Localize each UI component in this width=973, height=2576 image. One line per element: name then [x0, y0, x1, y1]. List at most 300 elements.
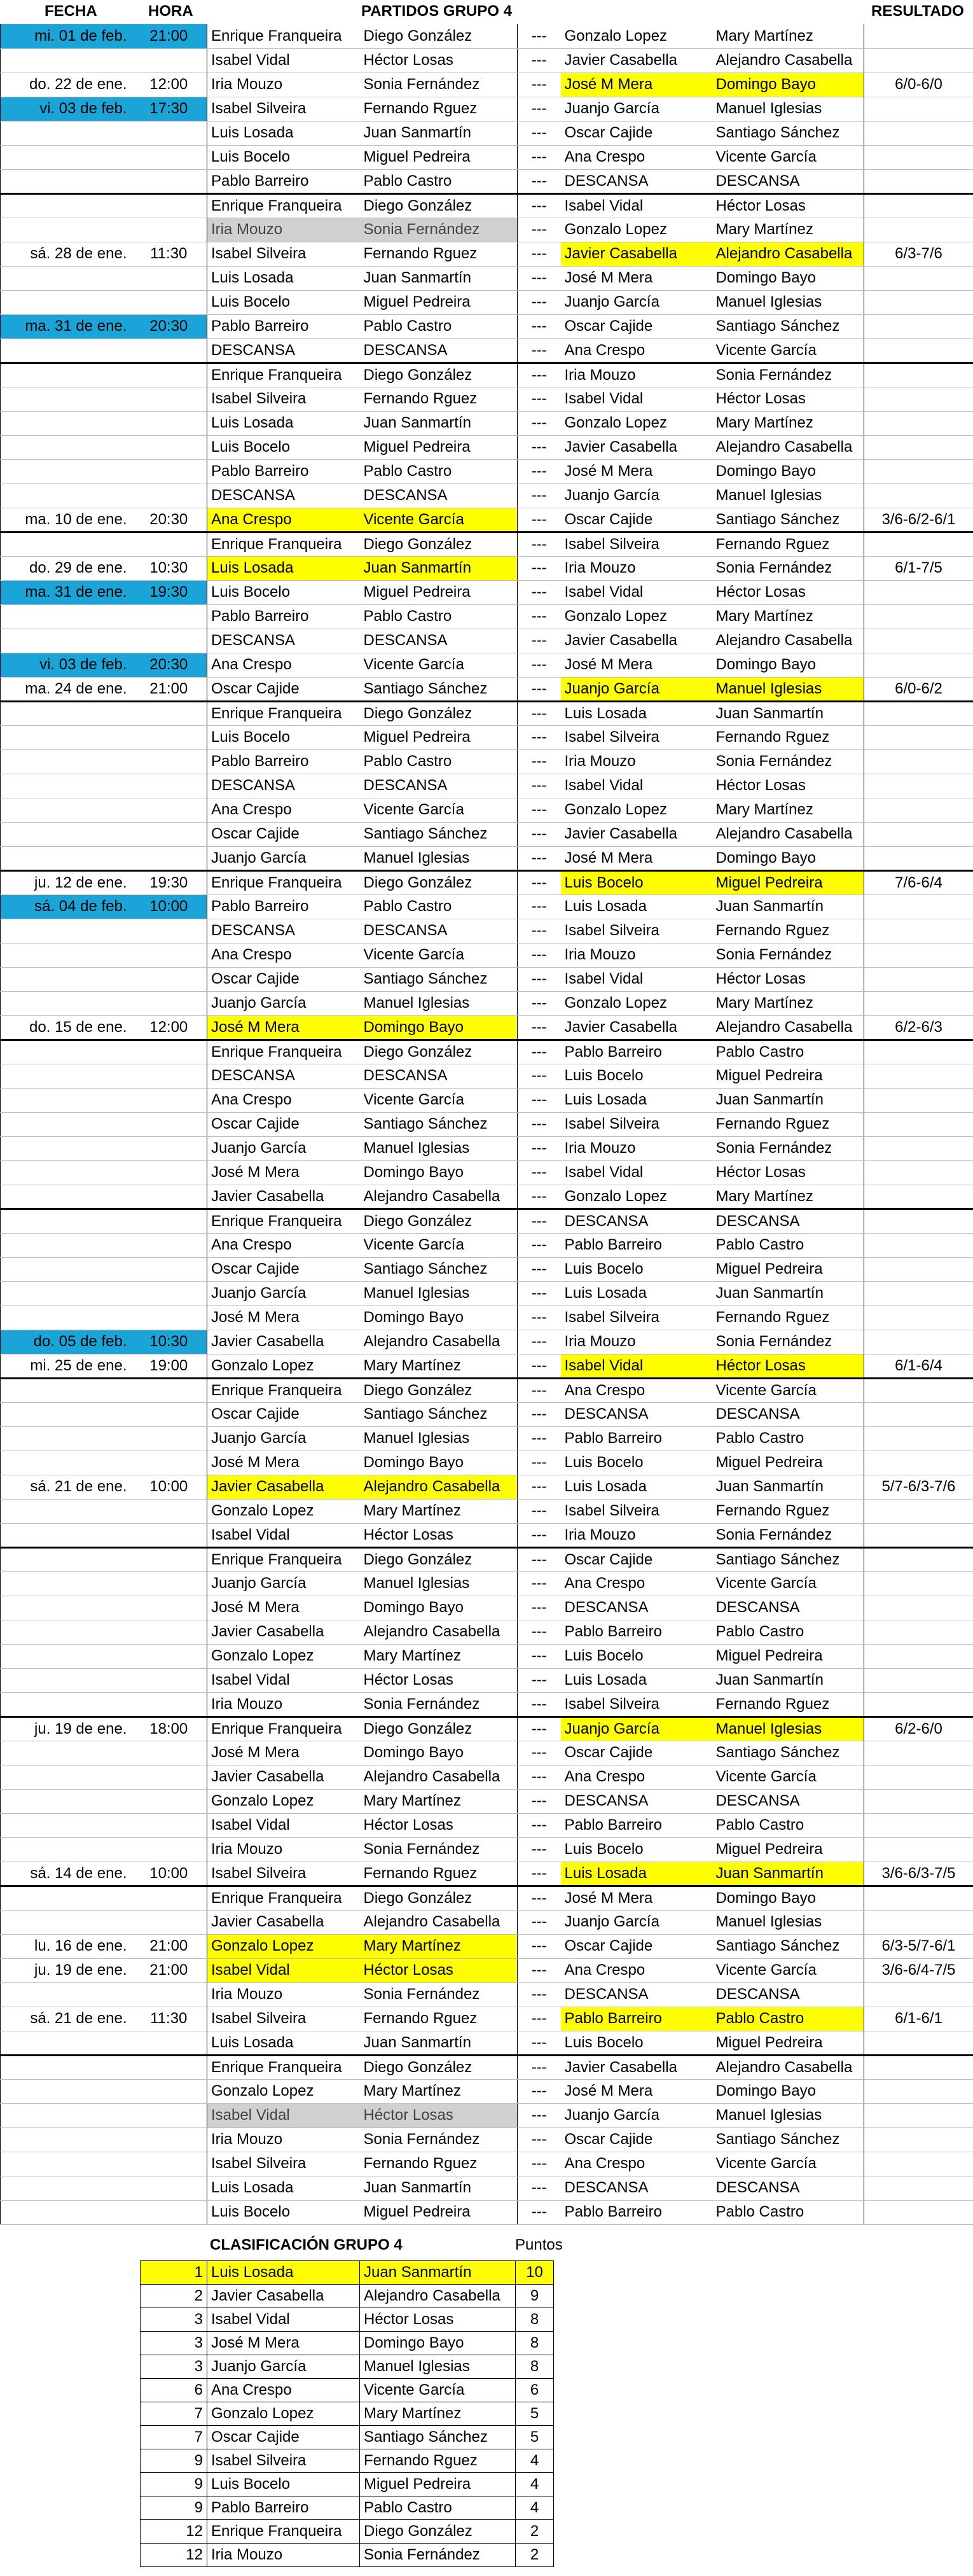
match-result	[864, 991, 973, 1015]
match-date	[1, 266, 131, 290]
versus-separator: ---	[518, 1426, 561, 1451]
pair-b-player-2: Alejandro Casabella	[712, 1015, 864, 1040]
pair-a-player-1: Oscar Cajide	[207, 822, 360, 846]
pair-b-player-2: Héctor Losas	[712, 1160, 864, 1185]
pair-b-player-1: Ana Crespo	[561, 2152, 712, 2176]
versus-separator: ---	[518, 798, 561, 822]
pair-b-player-2: Pablo Castro	[712, 1233, 864, 1257]
standings-player-2: Diego González	[360, 2520, 516, 2544]
match-time: 10:00	[131, 895, 207, 919]
match-result	[864, 1644, 973, 1668]
pair-a-player-1: Juanjo García	[207, 1136, 360, 1160]
match-row	[1, 1741, 973, 1765]
pair-a-player-1: Iria Mouzo	[207, 1837, 360, 1862]
standings-points: 5	[516, 2426, 554, 2449]
pair-a-player-2: Fernando Rguez	[360, 97, 518, 121]
versus-separator: ---	[518, 967, 561, 991]
match-result	[864, 919, 973, 943]
match-time: 20:30	[131, 653, 207, 677]
pair-a-player-2: DESCANSA	[360, 1064, 518, 1088]
pair-a-player-2: Santiago Sánchez	[360, 1112, 518, 1136]
match-row	[1, 338, 973, 363]
match-date	[1, 846, 131, 870]
match-row	[1, 1426, 973, 1451]
match-date: do. 15 de ene.	[1, 1015, 131, 1040]
pair-a-player-2: Manuel Iglesias	[360, 846, 518, 870]
pair-a-player-1: Isabel Silveira	[207, 2007, 360, 2031]
standings-player-1: Juanjo García	[207, 2355, 360, 2379]
pair-b-player-2: Miguel Pedreira	[712, 2031, 864, 2055]
match-date: ju. 19 de ene.	[1, 1716, 131, 1741]
pair-b-player-1: José M Mera	[561, 846, 712, 870]
match-result	[864, 48, 973, 73]
match-time	[131, 1789, 207, 1813]
standings-player-1: Isabel Silveira	[207, 2449, 360, 2473]
match-row	[1, 1475, 973, 1499]
versus-separator: ---	[518, 1668, 561, 1692]
match-result	[864, 1330, 973, 1354]
match-time: 10:30	[131, 556, 207, 580]
pair-b-player-2: Mary Martínez	[712, 411, 864, 435]
match-time: 20:30	[131, 314, 207, 338]
match-result: 6/0-6/2	[864, 677, 973, 701]
pair-a-player-2: Pablo Castro	[360, 314, 518, 338]
match-date	[1, 1112, 131, 1136]
standings-player-1: Oscar Cajide	[207, 2426, 360, 2449]
pair-b-player-2: DESCANSA	[712, 1982, 864, 2007]
match-date: ma. 10 de ene.	[1, 508, 131, 532]
pair-a-player-2: Manuel Iglesias	[360, 1136, 518, 1160]
match-row	[1, 1136, 973, 1160]
match-row	[1, 2031, 973, 2055]
pair-a-player-2: Miguel Pedreira	[360, 580, 518, 604]
pair-a-player-1: José M Mera	[207, 1305, 360, 1330]
pair-b-player-1: Javier Casabella	[561, 1015, 712, 1040]
match-date	[1, 387, 131, 411]
standings-position: 3	[141, 2332, 207, 2355]
match-date	[1, 1136, 131, 1160]
match-date	[1, 2176, 131, 2200]
versus-separator: ---	[518, 1716, 561, 1741]
match-result	[864, 314, 973, 338]
pair-a-player-2: Domingo Bayo	[360, 1596, 518, 1620]
pair-a-player-1: Oscar Cajide	[207, 1402, 360, 1426]
match-time: 20:30	[131, 508, 207, 532]
match-result: 6/1-7/5	[864, 556, 973, 580]
match-result	[864, 1571, 973, 1596]
match-time: 11:30	[131, 242, 207, 266]
standings-player-2: Santiago Sánchez	[360, 2426, 516, 2449]
pair-b-player-1: Isabel Vidal	[561, 193, 712, 218]
pair-a-player-2: Sonia Fernández	[360, 1982, 518, 2007]
match-time	[131, 169, 207, 193]
match-result	[864, 1668, 973, 1692]
pair-b-player-2: Juan Sanmartín	[712, 1281, 864, 1305]
pair-a-player-1: Isabel Silveira	[207, 2152, 360, 2176]
standings-position: 12	[141, 2544, 207, 2567]
pair-b-player-1: José M Mera	[561, 459, 712, 484]
match-date	[1, 1185, 131, 1209]
match-date	[1, 290, 131, 314]
pair-b-player-1: Ana Crespo	[561, 1571, 712, 1596]
pair-a-player-1: Pablo Barreiro	[207, 604, 360, 629]
pair-b-player-1: Pablo Barreiro	[561, 1426, 712, 1451]
versus-separator: ---	[518, 1088, 561, 1112]
pair-a-player-1: Isabel Silveira	[207, 242, 360, 266]
match-time	[131, 1185, 207, 1209]
pair-b-player-1: Iria Mouzo	[561, 1523, 712, 1547]
match-date	[1, 2200, 131, 2224]
pair-a-player-1: Oscar Cajide	[207, 677, 360, 701]
pair-a-player-2: Juan Sanmartín	[360, 411, 518, 435]
pair-b-player-2: Pablo Castro	[712, 1426, 864, 1451]
match-date	[1, 1789, 131, 1813]
match-time	[131, 1620, 207, 1644]
pair-a-player-1: José M Mera	[207, 1451, 360, 1475]
match-row	[1, 749, 973, 774]
versus-separator: ---	[518, 411, 561, 435]
standings-row	[141, 2379, 554, 2402]
standings-row	[141, 2473, 554, 2496]
versus-separator: ---	[518, 1305, 561, 1330]
pair-b-player-2: Santiago Sánchez	[712, 314, 864, 338]
versus-separator: ---	[518, 629, 561, 653]
match-row	[1, 991, 973, 1015]
header-resultado: RESULTADO	[871, 3, 964, 20]
standings-position: 9	[141, 2473, 207, 2496]
match-time	[131, 1692, 207, 1716]
pair-a-player-1: Luis Losada	[207, 411, 360, 435]
standings-row	[141, 2520, 554, 2544]
match-date	[1, 943, 131, 967]
standings-row	[141, 2285, 554, 2308]
versus-separator: ---	[518, 121, 561, 145]
match-time	[131, 822, 207, 846]
versus-separator: ---	[518, 1136, 561, 1160]
pair-b-player-2: Alejandro Casabella	[712, 435, 864, 459]
pair-b-player-2: Manuel Iglesias	[712, 2103, 864, 2127]
match-result: 3/6-6/3-7/5	[864, 1862, 973, 1886]
pair-a-player-2: Miguel Pedreira	[360, 145, 518, 169]
pair-a-player-1: Javier Casabella	[207, 1475, 360, 1499]
standings-player-1: José M Mera	[207, 2332, 360, 2355]
versus-separator: ---	[518, 2127, 561, 2152]
match-row	[1, 2079, 973, 2103]
match-time	[131, 725, 207, 749]
pair-a-player-2: Santiago Sánchez	[360, 1402, 518, 1426]
pair-a-player-2: DESCANSA	[360, 774, 518, 798]
match-date	[1, 1209, 131, 1233]
match-row	[1, 73, 973, 97]
pair-b-player-1: Ana Crespo	[561, 338, 712, 363]
pair-a-player-2: Domingo Bayo	[360, 1741, 518, 1765]
match-date	[1, 363, 131, 387]
match-result	[864, 2127, 973, 2152]
match-result	[864, 1281, 973, 1305]
match-date	[1, 169, 131, 193]
match-row	[1, 290, 973, 314]
pair-b-player-2: Sonia Fernández	[712, 556, 864, 580]
match-date: do. 22 de ene.	[1, 73, 131, 97]
pair-b-player-2: Héctor Losas	[712, 387, 864, 411]
pair-a-player-1: José M Mera	[207, 1596, 360, 1620]
pair-a-player-2: Santiago Sánchez	[360, 822, 518, 846]
pair-a-player-2: Fernando Rguez	[360, 2007, 518, 2031]
match-result	[864, 2176, 973, 2200]
pair-b-player-2: DESCANSA	[712, 1402, 864, 1426]
versus-separator: ---	[518, 1958, 561, 1982]
pair-a-player-2: Mary Martínez	[360, 2079, 518, 2103]
pair-b-player-1: Javier Casabella	[561, 242, 712, 266]
match-row	[1, 798, 973, 822]
pair-b-player-1: Luis Losada	[561, 1281, 712, 1305]
pair-b-player-2: Pablo Castro	[712, 1040, 864, 1064]
pair-b-player-2: Vicente García	[712, 1378, 864, 1402]
match-result	[864, 749, 973, 774]
standings-player-2: Mary Martínez	[360, 2402, 516, 2426]
pair-b-player-2: Santiago Sánchez	[712, 1547, 864, 1571]
match-date	[1, 1547, 131, 1571]
pair-b-player-1: Juanjo García	[561, 2103, 712, 2127]
pair-b-player-1: Gonzalo Lopez	[561, 604, 712, 629]
pair-b-player-2: Héctor Losas	[712, 193, 864, 218]
pair-b-player-1: Isabel Silveira	[561, 1499, 712, 1523]
match-time: 21:00	[131, 677, 207, 701]
match-time	[131, 1813, 207, 1837]
match-time	[131, 1982, 207, 2007]
match-row	[1, 1813, 973, 1837]
match-time	[131, 435, 207, 459]
versus-separator: ---	[518, 1523, 561, 1547]
pair-b-player-1: Gonzalo Lopez	[561, 798, 712, 822]
match-time	[131, 1136, 207, 1160]
standings-row	[141, 2402, 554, 2426]
pair-b-player-1: Juanjo García	[561, 677, 712, 701]
pair-b-player-1: DESCANSA	[561, 169, 712, 193]
versus-separator: ---	[518, 97, 561, 121]
match-date	[1, 919, 131, 943]
standings-position: 3	[141, 2308, 207, 2332]
standings-player-2: Héctor Losas	[360, 2308, 516, 2332]
match-result	[864, 338, 973, 363]
pair-b-player-2: Fernando Rguez	[712, 532, 864, 556]
pair-a-player-1: Enrique Franqueira	[207, 1209, 360, 1233]
versus-separator: ---	[518, 1813, 561, 1837]
standings-row	[141, 2426, 554, 2449]
pair-a-player-2: DESCANSA	[360, 629, 518, 653]
match-result	[864, 1765, 973, 1789]
match-time	[131, 48, 207, 73]
standings-position: 2	[141, 2285, 207, 2308]
match-row	[1, 725, 973, 749]
pair-b-player-2: Miguel Pedreira	[712, 1837, 864, 1862]
pair-b-player-1: Luis Bocelo	[561, 2031, 712, 2055]
pair-a-player-1: Enrique Franqueira	[207, 24, 360, 48]
match-time: 10:00	[131, 1475, 207, 1499]
match-row	[1, 218, 973, 242]
match-time	[131, 1088, 207, 1112]
pair-a-player-2: Manuel Iglesias	[360, 1426, 518, 1451]
match-date	[1, 1596, 131, 1620]
pair-b-player-1: Luis Losada	[561, 1088, 712, 1112]
pair-b-player-2: Santiago Sánchez	[712, 1741, 864, 1765]
match-date	[1, 2055, 131, 2079]
standings-points: 10	[516, 2261, 554, 2285]
match-date	[1, 1620, 131, 1644]
pair-a-player-2: Vicente García	[360, 1233, 518, 1257]
pair-b-player-2: Pablo Castro	[712, 2007, 864, 2031]
match-row	[1, 846, 973, 870]
match-row	[1, 967, 973, 991]
pair-b-player-1: Ana Crespo	[561, 1378, 712, 1402]
pair-a-player-1: Enrique Franqueira	[207, 1716, 360, 1741]
match-row	[1, 1571, 973, 1596]
pair-a-player-2: Diego González	[360, 870, 518, 895]
pair-a-player-1: Oscar Cajide	[207, 1112, 360, 1136]
match-time	[131, 2031, 207, 2055]
match-time	[131, 1426, 207, 1451]
match-result	[864, 2103, 973, 2127]
pair-a-player-2: Sonia Fernández	[360, 1692, 518, 1716]
match-date	[1, 749, 131, 774]
pair-b-player-2: Mary Martínez	[712, 798, 864, 822]
standings-points: 4	[516, 2473, 554, 2496]
match-date	[1, 798, 131, 822]
pair-b-player-1: Iria Mouzo	[561, 943, 712, 967]
match-time	[131, 2127, 207, 2152]
pair-a-player-2: Juan Sanmartín	[360, 266, 518, 290]
pair-b-player-1: Oscar Cajide	[561, 121, 712, 145]
match-result	[864, 1402, 973, 1426]
match-time	[131, 701, 207, 725]
match-row	[1, 1620, 973, 1644]
versus-separator: ---	[518, 556, 561, 580]
match-time	[131, 2176, 207, 2200]
match-time: 21:00	[131, 24, 207, 48]
match-date	[1, 435, 131, 459]
pair-a-player-1: Gonzalo Lopez	[207, 1934, 360, 1958]
match-row	[1, 919, 973, 943]
match-row	[1, 1160, 973, 1185]
pair-b-player-2: Alejandro Casabella	[712, 242, 864, 266]
match-result	[864, 846, 973, 870]
match-row	[1, 1789, 973, 1813]
pair-b-player-1: José M Mera	[561, 266, 712, 290]
pair-a-player-2: DESCANSA	[360, 338, 518, 363]
pair-a-player-2: Domingo Bayo	[360, 1305, 518, 1330]
match-row	[1, 97, 973, 121]
pair-b-player-1: Gonzalo Lopez	[561, 991, 712, 1015]
versus-separator: ---	[518, 1475, 561, 1499]
match-row	[1, 314, 973, 338]
match-row	[1, 2127, 973, 2152]
match-result	[864, 604, 973, 629]
versus-separator: ---	[518, 169, 561, 193]
standings-points: 5	[516, 2402, 554, 2426]
standings-player-2: Sonia Fernández	[360, 2544, 516, 2567]
match-time	[131, 1257, 207, 1281]
versus-separator: ---	[518, 1596, 561, 1620]
pair-a-player-1: Pablo Barreiro	[207, 459, 360, 484]
match-date	[1, 218, 131, 242]
match-result: 6/3-5/7-6/1	[864, 1934, 973, 1958]
match-result	[864, 1233, 973, 1257]
match-time	[131, 1378, 207, 1402]
pair-a-player-2: Manuel Iglesias	[360, 1571, 518, 1596]
match-time	[131, 1523, 207, 1547]
standings-position: 7	[141, 2402, 207, 2426]
match-time	[131, 290, 207, 314]
match-result: 6/0-6/0	[864, 73, 973, 97]
pair-a-player-1: Iria Mouzo	[207, 1692, 360, 1716]
match-time: 11:30	[131, 2007, 207, 2031]
match-date: vi. 03 de feb.	[1, 97, 131, 121]
match-date	[1, 1378, 131, 1402]
match-result: 3/6-6/2-6/1	[864, 508, 973, 532]
pair-b-player-1: Javier Casabella	[561, 48, 712, 73]
pair-a-player-1: Pablo Barreiro	[207, 314, 360, 338]
standings-title: CLASIFICACIÓN GRUPO 4	[210, 2236, 403, 2253]
pair-b-player-1: Javier Casabella	[561, 629, 712, 653]
pair-b-player-2: Domingo Bayo	[712, 846, 864, 870]
versus-separator: ---	[518, 1862, 561, 1886]
pair-b-player-2: Vicente García	[712, 1571, 864, 1596]
pair-a-player-2: Alejandro Casabella	[360, 1330, 518, 1354]
match-time	[131, 749, 207, 774]
match-row	[1, 1402, 973, 1426]
match-result: 3/6-6/4-7/5	[864, 1958, 973, 1982]
pair-a-player-1: Isabel Vidal	[207, 1813, 360, 1837]
match-result	[864, 1620, 973, 1644]
match-date: vi. 03 de feb.	[1, 653, 131, 677]
pair-a-player-1: Enrique Franqueira	[207, 363, 360, 387]
pair-b-player-2: Domingo Bayo	[712, 653, 864, 677]
pair-b-player-2: Fernando Rguez	[712, 1692, 864, 1716]
match-date	[1, 1668, 131, 1692]
match-row	[1, 1451, 973, 1475]
pair-b-player-1: Luis Losada	[561, 1862, 712, 1886]
match-time: 12:00	[131, 1015, 207, 1040]
pair-a-player-2: Diego González	[360, 1547, 518, 1571]
pair-b-player-2: Domingo Bayo	[712, 73, 864, 97]
pair-a-player-1: Javier Casabella	[207, 1910, 360, 1934]
match-row	[1, 2152, 973, 2176]
match-result	[864, 774, 973, 798]
match-date	[1, 1692, 131, 1716]
match-result	[864, 895, 973, 919]
versus-separator: ---	[518, 1209, 561, 1233]
pair-a-player-2: Héctor Losas	[360, 2103, 518, 2127]
pair-b-player-2: Miguel Pedreira	[712, 870, 864, 895]
pair-b-player-1: Isabel Silveira	[561, 532, 712, 556]
versus-separator: ---	[518, 677, 561, 701]
pair-a-player-1: Oscar Cajide	[207, 1257, 360, 1281]
match-row	[1, 121, 973, 145]
versus-separator: ---	[518, 604, 561, 629]
pair-a-player-1: Ana Crespo	[207, 508, 360, 532]
match-result	[864, 1523, 973, 1547]
pair-a-player-2: Fernando Rguez	[360, 2152, 518, 2176]
pair-a-player-2: Diego González	[360, 24, 518, 48]
pair-b-player-1: Pablo Barreiro	[561, 2200, 712, 2224]
versus-separator: ---	[518, 1741, 561, 1765]
match-time	[131, 1451, 207, 1475]
match-result	[864, 1886, 973, 1910]
versus-separator: ---	[518, 1402, 561, 1426]
pair-a-player-2: Miguel Pedreira	[360, 725, 518, 749]
pair-b-player-2: Santiago Sánchez	[712, 121, 864, 145]
pair-b-player-2: Vicente García	[712, 1958, 864, 1982]
